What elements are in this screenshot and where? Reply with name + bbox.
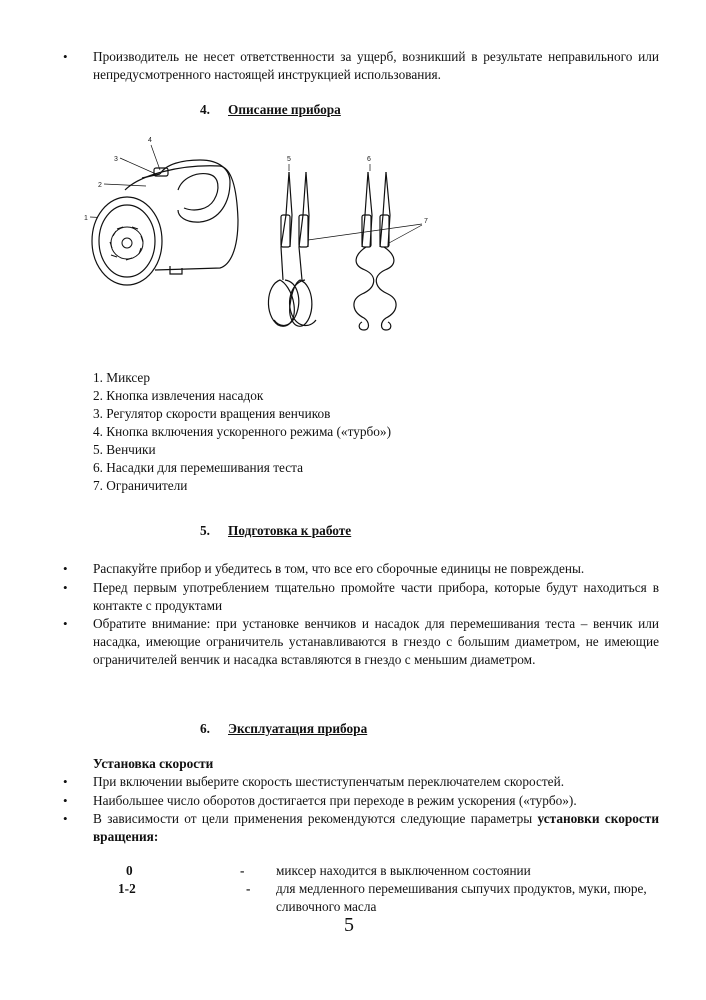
bullet-symbol: • <box>63 793 68 808</box>
section-6-number: 6. <box>200 721 210 736</box>
speed-dash: - <box>246 881 251 896</box>
section-5-bullet-text: Перед первым употреблением тщательно промойте части прибора, которые будут находиться в контакте с продуктами <box>93 580 659 613</box>
bullet-symbol: • <box>63 774 68 789</box>
mixer-drawing <box>90 145 238 285</box>
section-5-bullet-text: Обратите внимание: при установке венчиков и насадок для перемешивания теста – венчик или насадка, имеющие ограничитель устанавливаются в гнездо с большим диаметром, не имеющие ограничителей венчик и насадка вставляются в гнездо с меньшим диаметром. <box>93 616 659 667</box>
intro-bullet-text: Производитель не несет ответственности за ущерб, возникший в результате неправильного или непредусмотренного настоящей инструкцией использования. <box>93 49 659 82</box>
callout-label-7: 7 <box>424 218 428 225</box>
bullet-symbol: • <box>63 561 68 576</box>
callout-label-1: 1 <box>84 215 88 222</box>
callout-label-5: 5 <box>287 156 291 163</box>
legend-item: 5. Венчики <box>93 442 156 457</box>
section-6-heading <box>200 720 367 738</box>
bullet-plain-text: В зависимости от цели применения рекомендуются следующие параметры <box>93 811 533 826</box>
section-5-title: Подготовка к работе <box>228 523 352 538</box>
section-6-bullet-text: При включении выберите скорость шестиступенчатым переключателем скоростей. <box>93 774 565 789</box>
section-5-number: 5. <box>200 523 210 538</box>
device-figure <box>70 130 450 350</box>
section-5-bullet-text: Распакуйте прибор и убедитесь в том, что все его сборочные единицы не повреждены. <box>93 561 585 576</box>
speed-description: миксер находится в выключенном состоянии <box>276 863 531 878</box>
figure-legend <box>93 369 391 495</box>
callout-label-3: 3 <box>114 156 118 163</box>
section-6-title: Эксплуатация прибора <box>228 721 368 736</box>
bullet-symbol: • <box>63 49 68 64</box>
legend-item: 3. Регулятор скорости вращения венчиков <box>93 406 331 421</box>
section-4-heading <box>200 101 341 119</box>
section-6-bullet-text: Наибольшее число оборотов достигается при переходе в режим ускорения («турбо»). <box>93 793 577 808</box>
legend-item: 1. Миксер <box>93 370 150 385</box>
bullet-symbol: • <box>63 616 68 631</box>
speed-value: 0 <box>126 863 133 878</box>
callout-label-2: 2 <box>98 182 102 189</box>
legend-item: 7. Ограничители <box>93 478 188 493</box>
section-4-title: Описание прибора <box>228 102 341 117</box>
speed-dash: - <box>240 863 245 878</box>
legend-item: 6. Насадки для перемешивания теста <box>93 460 304 475</box>
legend-item: 4. Кнопка включения ускоренного режима («турбо») <box>93 424 392 439</box>
section-5-heading <box>200 522 351 540</box>
callout-label-6: 6 <box>367 156 371 163</box>
callout-label-4: 4 <box>148 137 152 144</box>
bullet-bold-text: установки скорости вращения: <box>93 811 659 844</box>
beaters-drawing <box>268 164 422 330</box>
page-number: 5 <box>344 914 354 936</box>
bullet-symbol: • <box>63 580 68 595</box>
speed-subheading: Установка скорости <box>93 756 214 771</box>
speed-value: 1-2 <box>118 881 136 896</box>
legend-item: 2. Кнопка извлечения насадок <box>93 388 264 403</box>
section-4-number: 4. <box>200 102 210 117</box>
section-6-bullet-text <box>93 810 659 846</box>
speed-description: для медленного перемешивания сыпучих продуктов, муки, пюре, сливочного масла <box>276 881 647 914</box>
bullet-symbol: • <box>63 811 68 826</box>
